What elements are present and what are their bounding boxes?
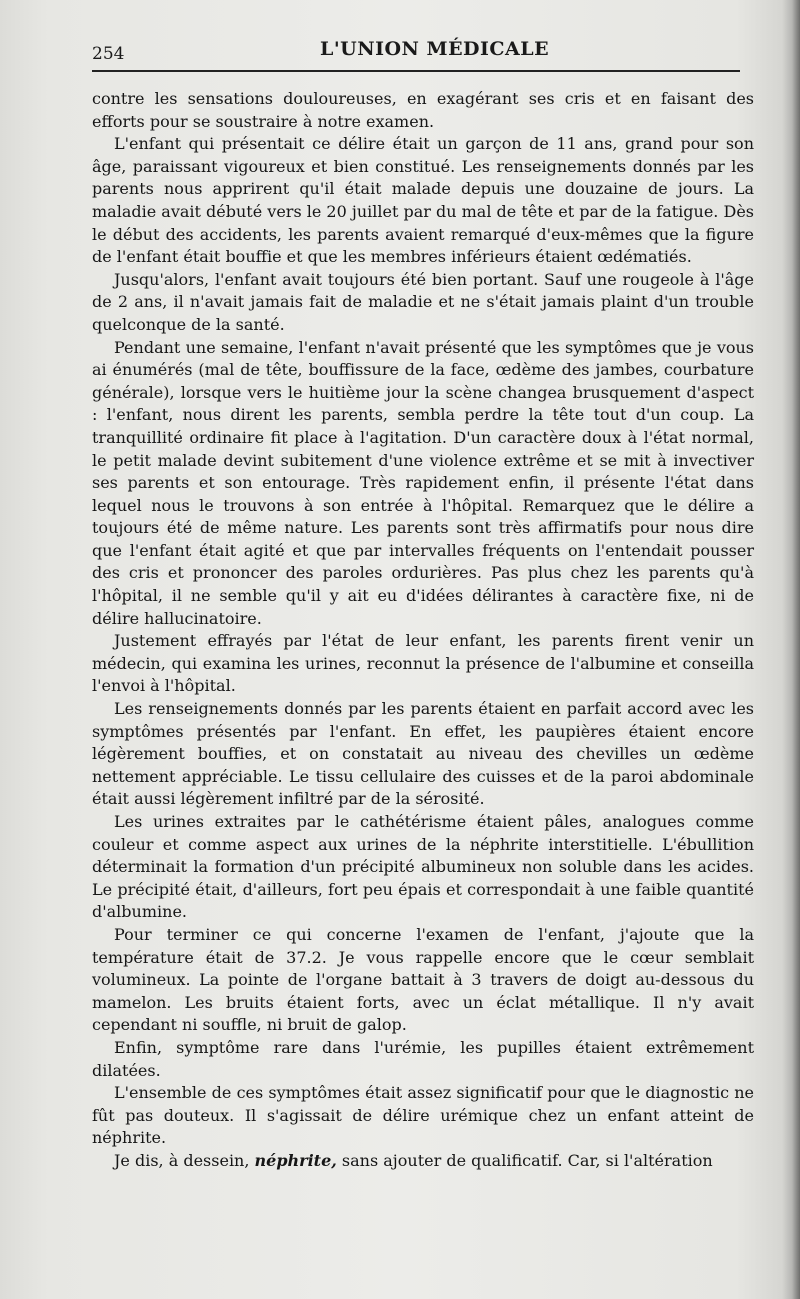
body-text bbox=[92, 88, 754, 1173]
paragraph-text: Enfin, symptôme rare dans l'urémie, les pupilles étaient extrêmement dilatées. bbox=[92, 1037, 754, 1080]
paragraph bbox=[92, 698, 754, 811]
paragraph-text: L'enfant qui présentait ce délire était un garçon de 11 ans, grand pour son âge, paraissant vigoureux et bien constitué. Les renseignements donnés par les parents nous apprirent qu'il était malade depuis une douzaine de jours. La maladie avait débuté vers le 20 juillet par du mal de tête et par de la fatigue. Dès le début des accidents, les parents avaient remarqué d'eux-mêmes que la figure de l'enfant était bouffie et que les membres inférieurs étaient œdématiés. bbox=[92, 134, 754, 267]
paragraph-text: Je dis, à dessein, bbox=[114, 1150, 255, 1170]
running-title: L'UNION MÉDICALE bbox=[320, 38, 550, 60]
paragraph bbox=[92, 1037, 754, 1082]
paragraph-text: Pendant une semaine, l'enfant n'avait présenté que les symptômes que je vous ai énumérés (mal de tête, bouffissure de la face, œdème des jambes, courbature générale), lorsque vers le huitième jour la scène changea brusquement d'aspect : l'enfant, nous dirent les parents, sembla perdre la tête tout d'un coup. La tranquillité ordinaire fit place à l'agitation. D'un caractère doux à l'état normal, le petit malade devint subitement d'une violence extrême et se mit à invectiver ses parents et son entourage. Très rapidement enfin, il présente l'état dans lequel nous le trouvons à son entrée à l'hôpital. Remarquez que le délire a toujours été de même nature. Les parents sont très affirmatifs pour nous dire que l'enfant était agité et que par intervalles fréquents on l'entendait pousser des cris et prononcer des paroles ordurières. Pas plus chez les parents qu'à l'hôpital, il ne semble qu'il y ait eu d'idées délirantes à caractère fixe, ni de délire hallucinatoire. bbox=[92, 337, 754, 628]
paragraph-text: L'ensemble de ces symptômes était assez significatif pour que le diagnostic ne fût pas douteux. Il s'agissait de délire urémique chez un enfant atteint de néphrite. bbox=[92, 1083, 754, 1148]
paragraph bbox=[92, 337, 754, 631]
page-header bbox=[92, 38, 742, 68]
paragraph bbox=[92, 630, 754, 698]
paragraph-text: Pour terminer ce qui concerne l'examen de l'enfant, j'ajoute que la température était de 37.2. Je vous rappelle encore que le cœur semblait volumineux. La pointe de l'organe battait à 3 travers de doigt au-dessous du mamelon. Les bruits étaient forts, avec un éclat métallique. Il n'y avait cependant ni souffle, ni bruit de galop. bbox=[92, 924, 754, 1035]
paragraph bbox=[92, 88, 754, 133]
paragraph-text: Les urines extraites par le cathétérisme étaient pâles, analogues comme couleur et comme aspect aux urines de la néphrite interstitielle. L'ébullition déterminait la formation d'un précipité albumineux non soluble dans les acides. Le précipité était, d'ailleurs, fort peu épais et correspondait à une faible quantité d'albumine. bbox=[92, 812, 754, 922]
paragraph bbox=[92, 133, 754, 269]
paragraph bbox=[92, 811, 754, 924]
paragraph bbox=[92, 924, 754, 1037]
page-binding-shadow bbox=[782, 0, 800, 1299]
paragraph bbox=[92, 1082, 754, 1150]
page-number: 254 bbox=[92, 44, 125, 64]
paragraph-text: contre les sensations douloureuses, en exagérant ses cris et en faisant des efforts pour se soustraire à notre examen. bbox=[92, 89, 754, 131]
paragraph bbox=[92, 1150, 754, 1173]
paragraph-text: Jusqu'alors, l'enfant avait toujours été bien portant. Sauf une rougeole à l'âge de 2 ans, il n'avait jamais fait de maladie et ne s'était jamais plaint d'un trouble quelconque de la santé. bbox=[92, 269, 754, 334]
header-rule bbox=[92, 70, 740, 72]
paragraph-text: sans ajouter de qualificatif. Car, si l'altération bbox=[336, 1150, 713, 1170]
italic-term: néphrite, bbox=[254, 1150, 337, 1170]
paragraph-text: Les renseignements donnés par les parents étaient en parfait accord avec les symptômes présentés par l'enfant. En effet, les paupières étaient encore légèrement bouffies, et on constatait au niveau des chevilles un œdème nettement appréciable. Le tissu cellulaire des cuisses et de la paroi abdominale était aussi légèrement infiltré par de la sérosité. bbox=[92, 699, 754, 809]
paragraph-text: Justement effrayés par l'état de leur enfant, les parents firent venir un médecin, qui examina les urines, reconnut la présence de l'albumine et conseilla l'envoi à l'hôpital. bbox=[92, 631, 754, 696]
paragraph bbox=[92, 269, 754, 337]
